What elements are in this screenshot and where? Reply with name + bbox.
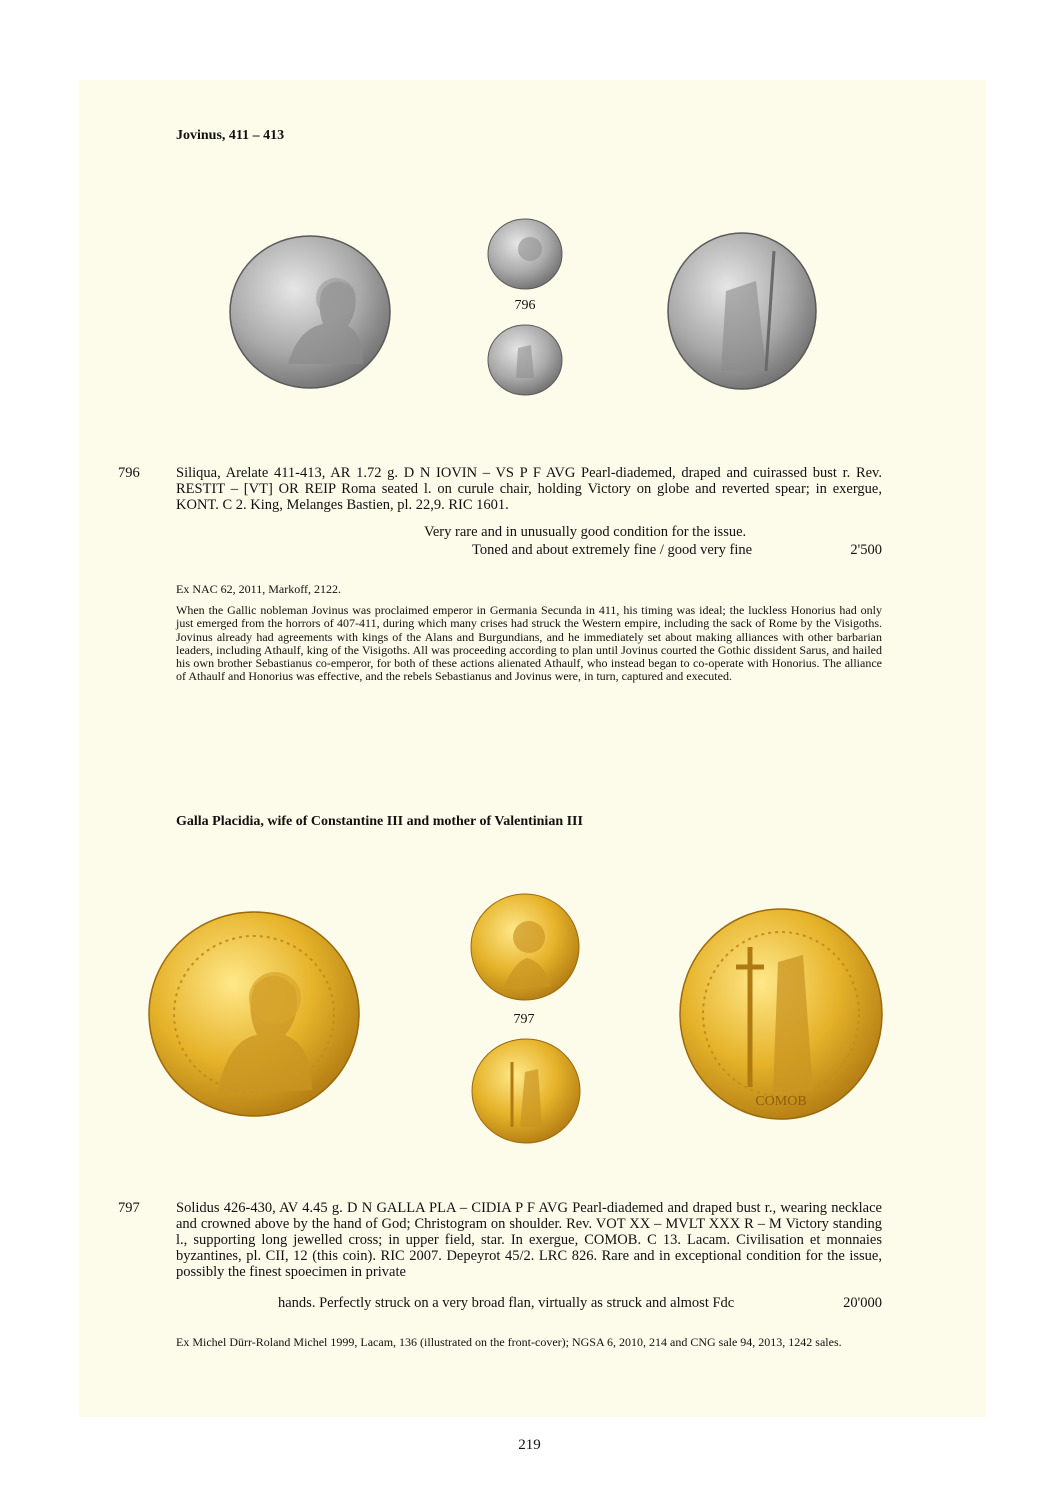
lot-796-price: 2'500 — [850, 542, 882, 558]
lot-797-price: 20'000 — [843, 1295, 882, 1311]
coin-796-reverse-small — [486, 323, 564, 397]
coin-797-reverse-small — [470, 1037, 582, 1145]
lot-797-heading: Galla Placidia, wife of Constantine III and mother of Valentinian III — [176, 814, 583, 829]
lot-796-number: 796 — [118, 465, 140, 481]
coin-797-obverse-large — [147, 910, 361, 1118]
coin-796-obverse-small — [486, 217, 564, 291]
coin-796-obverse-large — [228, 234, 392, 390]
coin-797-obverse-small — [469, 892, 581, 1002]
lot-796-note: When the Gallic nobleman Jovinus was proclaimed emperor in Germania Secunda in 411, his timing was ideal; the luckless Honorius had only just emerged from the horrors of 407-411, during which many crises had struck the Western empire, including the sack of Rome by the Visigoths. Jovinus already had agreements with kings of the Alans and Burgundians, and he immediately set about making alliances with other barbarian leaders, including Athaulf, king of the Visigoths. All was proceeding according to plan until Jovinus courted the Gothic dissident Sarus, and hailed his own brother Sebastianus co-emperor, for both of these actions alienated Athaulf, who instead began to co-operate with Honorius. The alliance of Athaulf and Honorius was effective, and the rebels Sebastianus and Jovinus were, in turn, captured and executed. — [176, 603, 882, 684]
lot-796-condition-2: Toned and about extremely fine / good very fine — [472, 542, 753, 558]
lot-796-heading: Jovinus, 411 – 413 — [176, 128, 285, 143]
lot-796-description: Siliqua, Arelate 411-413, AR 1.72 g. D N IOVIN – VS P F AVG Pearl-diademed, draped and cuirassed bust r. Rev. RESTIT – [VT] OR REIP Roma seated l. on curule chair, holding Victory on globe and reverted spear; in exergue, KONT. C 2. King, Melanges Bastien, pl. 22,9. RIC 1601. — [176, 465, 882, 513]
coin-796-reverse-large — [666, 231, 818, 391]
page-number: 219 — [518, 1437, 541, 1453]
svg-text:COMOB: COMOB — [755, 1094, 807, 1109]
coin-796-label: 796 — [514, 298, 536, 313]
lot-796-provenance: Ex NAC 62, 2011, Markoff, 2122. — [176, 582, 341, 596]
lot-797-provenance: Ex Michel Dürr-Roland Michel 1999, Lacam, 136 (illustrated on the front-cover); NGSA 6, 2010, 214 and CNG sale 94, 2013, 1242 sales. — [176, 1335, 842, 1349]
lot-797-number: 797 — [118, 1200, 140, 1216]
coin-797-label: 797 — [513, 1012, 535, 1027]
lot-796-condition-1: Very rare and in unusually good condition for the issue. — [424, 524, 747, 540]
coin-797-reverse-large — [678, 907, 884, 1121]
lot-797-condition: hands. Perfectly struck on a very broad flan, virtually as struck and almost Fdc — [278, 1295, 735, 1311]
lot-797-description: Solidus 426-430, AV 4.45 g. D N GALLA PLA – CIDIA P F AVG Pearl-diademed and draped bust r., wearing necklace and crowned above by the hand of God; Christogram on shoulder. Rev. VOT XX – MVLT XXX R – M Victory standing l., supporting long jewelled cross; in upper field, star. In exergue, COMOB. C 13. Lacam. Civilisation et monnaies byzantines, pl. CII, 12 (this coin). RIC 2007. Depeyrot 45/2. LRC 826. Rare and in exceptional condition for the issue, possibly the finest spoecimen in private — [176, 1200, 882, 1280]
